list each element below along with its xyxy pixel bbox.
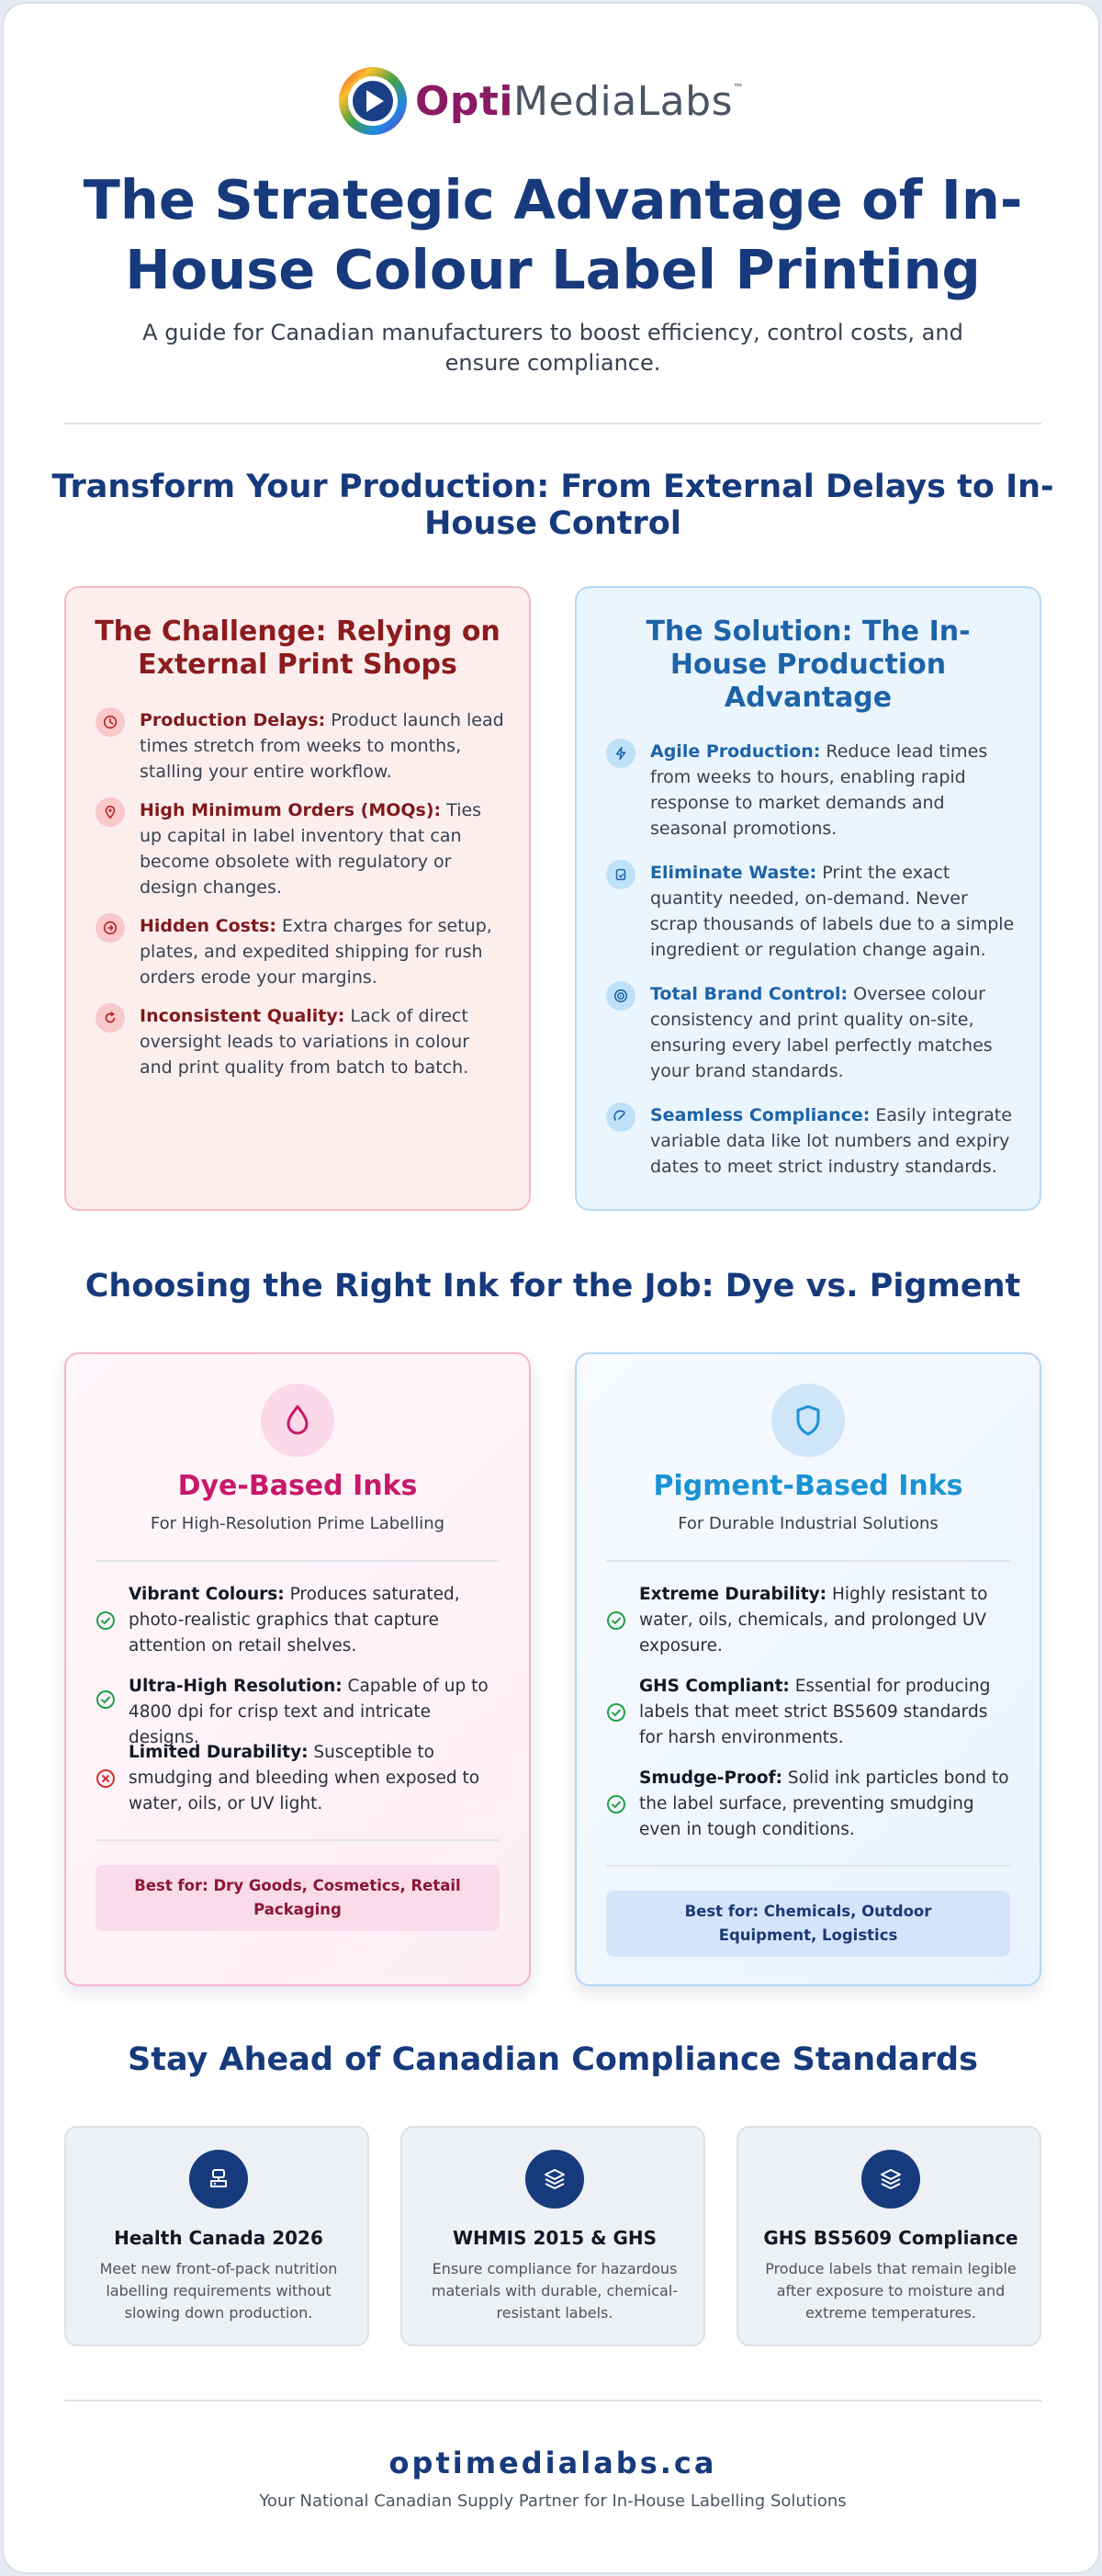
compliance-card-title: Health Canada 2026 bbox=[114, 2227, 323, 2249]
layers-icon bbox=[525, 2150, 584, 2209]
divider bbox=[606, 1560, 1010, 1562]
dye-feature-text: Limited Durability: Susceptible to smudging and bleeding when exposed to water, oils, or UV light. bbox=[129, 1743, 480, 1813]
pigment-feature-text: Smudge-Proof: Solid ink particles bond to the label surface, preventing smudging even in tough conditions. bbox=[639, 1768, 1009, 1839]
section-title-inks: Choosing the Right Ink for the Job: Dye vs. Pigment bbox=[84, 1268, 1021, 1305]
pigment-feature bbox=[606, 1766, 1014, 1843]
solution-item bbox=[606, 1102, 1018, 1180]
solution-item-text: Total Brand Control: Oversee colour consistency and print quality on-site, ensuring every label perfectly matches your brand standards. bbox=[650, 984, 993, 1081]
pigment-ink-card bbox=[575, 1352, 1041, 1986]
compliance-card bbox=[64, 2126, 369, 2346]
challenge-item-text: Production Delays: Product launch lead times stretch from weeks to months, stalling your entire workflow. bbox=[140, 710, 504, 782]
solution-title: The Solution: The In-House Production Advantage bbox=[646, 616, 971, 714]
compliance-card-title: WHMIS 2015 & GHS bbox=[452, 2227, 658, 2249]
dye-feature-text: Ultra-High Resolution: Capable of up to 4800 dpi for crisp text and intricate designs. bbox=[129, 1677, 489, 1747]
logo-opti: Opti bbox=[415, 77, 514, 125]
challenge-item-text: Inconsistent Quality: Lack of direct oversight leads to variations in colour and print quality from batch to batch. bbox=[140, 1006, 470, 1078]
pigment-feature bbox=[606, 1674, 1014, 1751]
section-title-compliance: Stay Ahead of Canadian Compliance Standards bbox=[128, 2041, 978, 2078]
pigment-feature bbox=[606, 1582, 1014, 1659]
solution-item bbox=[606, 739, 1018, 842]
check-icon bbox=[96, 1610, 116, 1631]
pigment-ink-subtitle: For Durable Industrial Solutions bbox=[678, 1514, 939, 1533]
solution-item-text: Eliminate Waste: Print the exact quantity needed, on-demand. Never scrap thousands of labels due to a simple ingredient or regulation change again. bbox=[650, 863, 1015, 960]
dye-feature-text: Vibrant Colours: Produces saturated, photo-realistic graphics that capture attention on retail shelves. bbox=[129, 1585, 460, 1655]
shield-icon bbox=[771, 1384, 845, 1457]
droplet-icon bbox=[261, 1384, 334, 1457]
pigment-feature-text: GHS Compliant: Essential for producing labels that meet strict BS5609 standards for harsh environments. bbox=[639, 1677, 991, 1747]
infographic-page bbox=[2, 2, 1100, 2574]
compliance-card-title: GHS BS5609 Compliance bbox=[763, 2227, 1018, 2249]
challenge-item bbox=[96, 1003, 507, 1080]
gauge-icon bbox=[606, 1102, 635, 1132]
cross-icon bbox=[96, 1768, 116, 1789]
compliance-card-desc: Meet new front-of-pack nutrition labelling requirements without slowing down production. bbox=[99, 2260, 338, 2322]
label-stack-icon bbox=[189, 2150, 248, 2209]
check-icon bbox=[606, 1702, 626, 1723]
solution-item-text: Seamless Compliance: Easily integrate variable data like lot numbers and expiry dates to meet strict industry standards. bbox=[650, 1105, 1012, 1177]
dye-feature bbox=[96, 1582, 503, 1659]
pigment-best-for: Best for: Chemicals, Outdoor Equipment, Logistics bbox=[606, 1891, 1010, 1957]
compliance-card-desc: Produce labels that remain legible after exposure to moisture and extreme temperatures. bbox=[765, 2260, 1017, 2322]
refresh-icon bbox=[96, 1003, 125, 1033]
challenge-item-text: High Minimum Orders (MOQs): Ties up capital in label inventory that can become obsolete with regulatory or design changes. bbox=[140, 800, 482, 898]
dye-ink-title: Dye-Based Inks bbox=[177, 1470, 418, 1502]
pigment-feature-text: Extreme Durability: Highly resistant to water, oils, chemicals, and prolonged UV exposure. bbox=[639, 1585, 988, 1655]
divider bbox=[606, 1865, 1010, 1867]
challenge-item bbox=[96, 707, 507, 785]
divider bbox=[96, 1839, 500, 1841]
compliance-card-desc: Ensure compliance for hazardous materials with durable, chemical-resistant labels. bbox=[431, 2260, 679, 2322]
challenge-item bbox=[96, 797, 507, 900]
logo-trademark: ™ bbox=[733, 81, 745, 95]
challenge-item-text: Hidden Costs: Extra charges for setup, plates, and expedited shipping for rush orders erode your margins. bbox=[140, 916, 492, 988]
dye-best-for: Best for: Dry Goods, Cosmetics, Retail Packaging bbox=[96, 1865, 500, 1931]
lightning-icon bbox=[606, 739, 635, 768]
solution-item-text: Agile Production: Reduce lead times from weeks to hours, enabling rapid response to market demands and seasonal promotions. bbox=[650, 741, 988, 839]
check-icon bbox=[96, 1689, 116, 1710]
check-icon bbox=[606, 1794, 626, 1814]
dye-ink-subtitle: For High-Resolution Prime Labelling bbox=[150, 1514, 445, 1533]
compliance-card bbox=[737, 2126, 1041, 2346]
challenge-title: The Challenge: Relying on External Print Shops bbox=[95, 616, 500, 681]
logo-wordmark bbox=[415, 78, 745, 125]
recycle-icon bbox=[606, 860, 635, 889]
pigment-ink-title: Pigment-Based Inks bbox=[653, 1470, 963, 1502]
dye-ink-card bbox=[64, 1352, 531, 1986]
solution-item bbox=[606, 860, 1018, 963]
check-icon bbox=[606, 1610, 626, 1631]
challenge-card bbox=[64, 586, 531, 1211]
footer-website-link[interactable]: optimedialabs.ca bbox=[388, 2446, 717, 2480]
pin-icon bbox=[96, 797, 125, 827]
solution-item bbox=[606, 981, 1018, 1084]
logo-medialabs: MediaLabs bbox=[513, 77, 733, 125]
divider bbox=[64, 2400, 1041, 2401]
dollar-icon bbox=[96, 913, 125, 943]
logo-mark-icon bbox=[336, 64, 410, 138]
divider bbox=[64, 423, 1041, 424]
dye-feature bbox=[96, 1740, 503, 1817]
layers-icon bbox=[861, 2150, 920, 2209]
challenge-item bbox=[96, 913, 507, 990]
solution-card bbox=[575, 586, 1041, 1211]
compliance-card bbox=[400, 2126, 705, 2346]
page-title: The Strategic Advantage of In-House Colour Label Printing bbox=[83, 168, 1023, 301]
divider bbox=[96, 1560, 500, 1562]
page-subtitle: A guide for Canadian manufacturers to boost efficiency, control costs, and ensure compliance. bbox=[142, 320, 963, 376]
clock-icon bbox=[96, 707, 125, 737]
target-icon bbox=[606, 981, 635, 1011]
footer-tagline: Your National Canadian Supply Partner for In-House Labelling Solutions bbox=[259, 2491, 847, 2511]
section-title-transform: Transform Your Production: From External Delays to In-House Control bbox=[51, 469, 1054, 542]
logo bbox=[4, 64, 1102, 138]
